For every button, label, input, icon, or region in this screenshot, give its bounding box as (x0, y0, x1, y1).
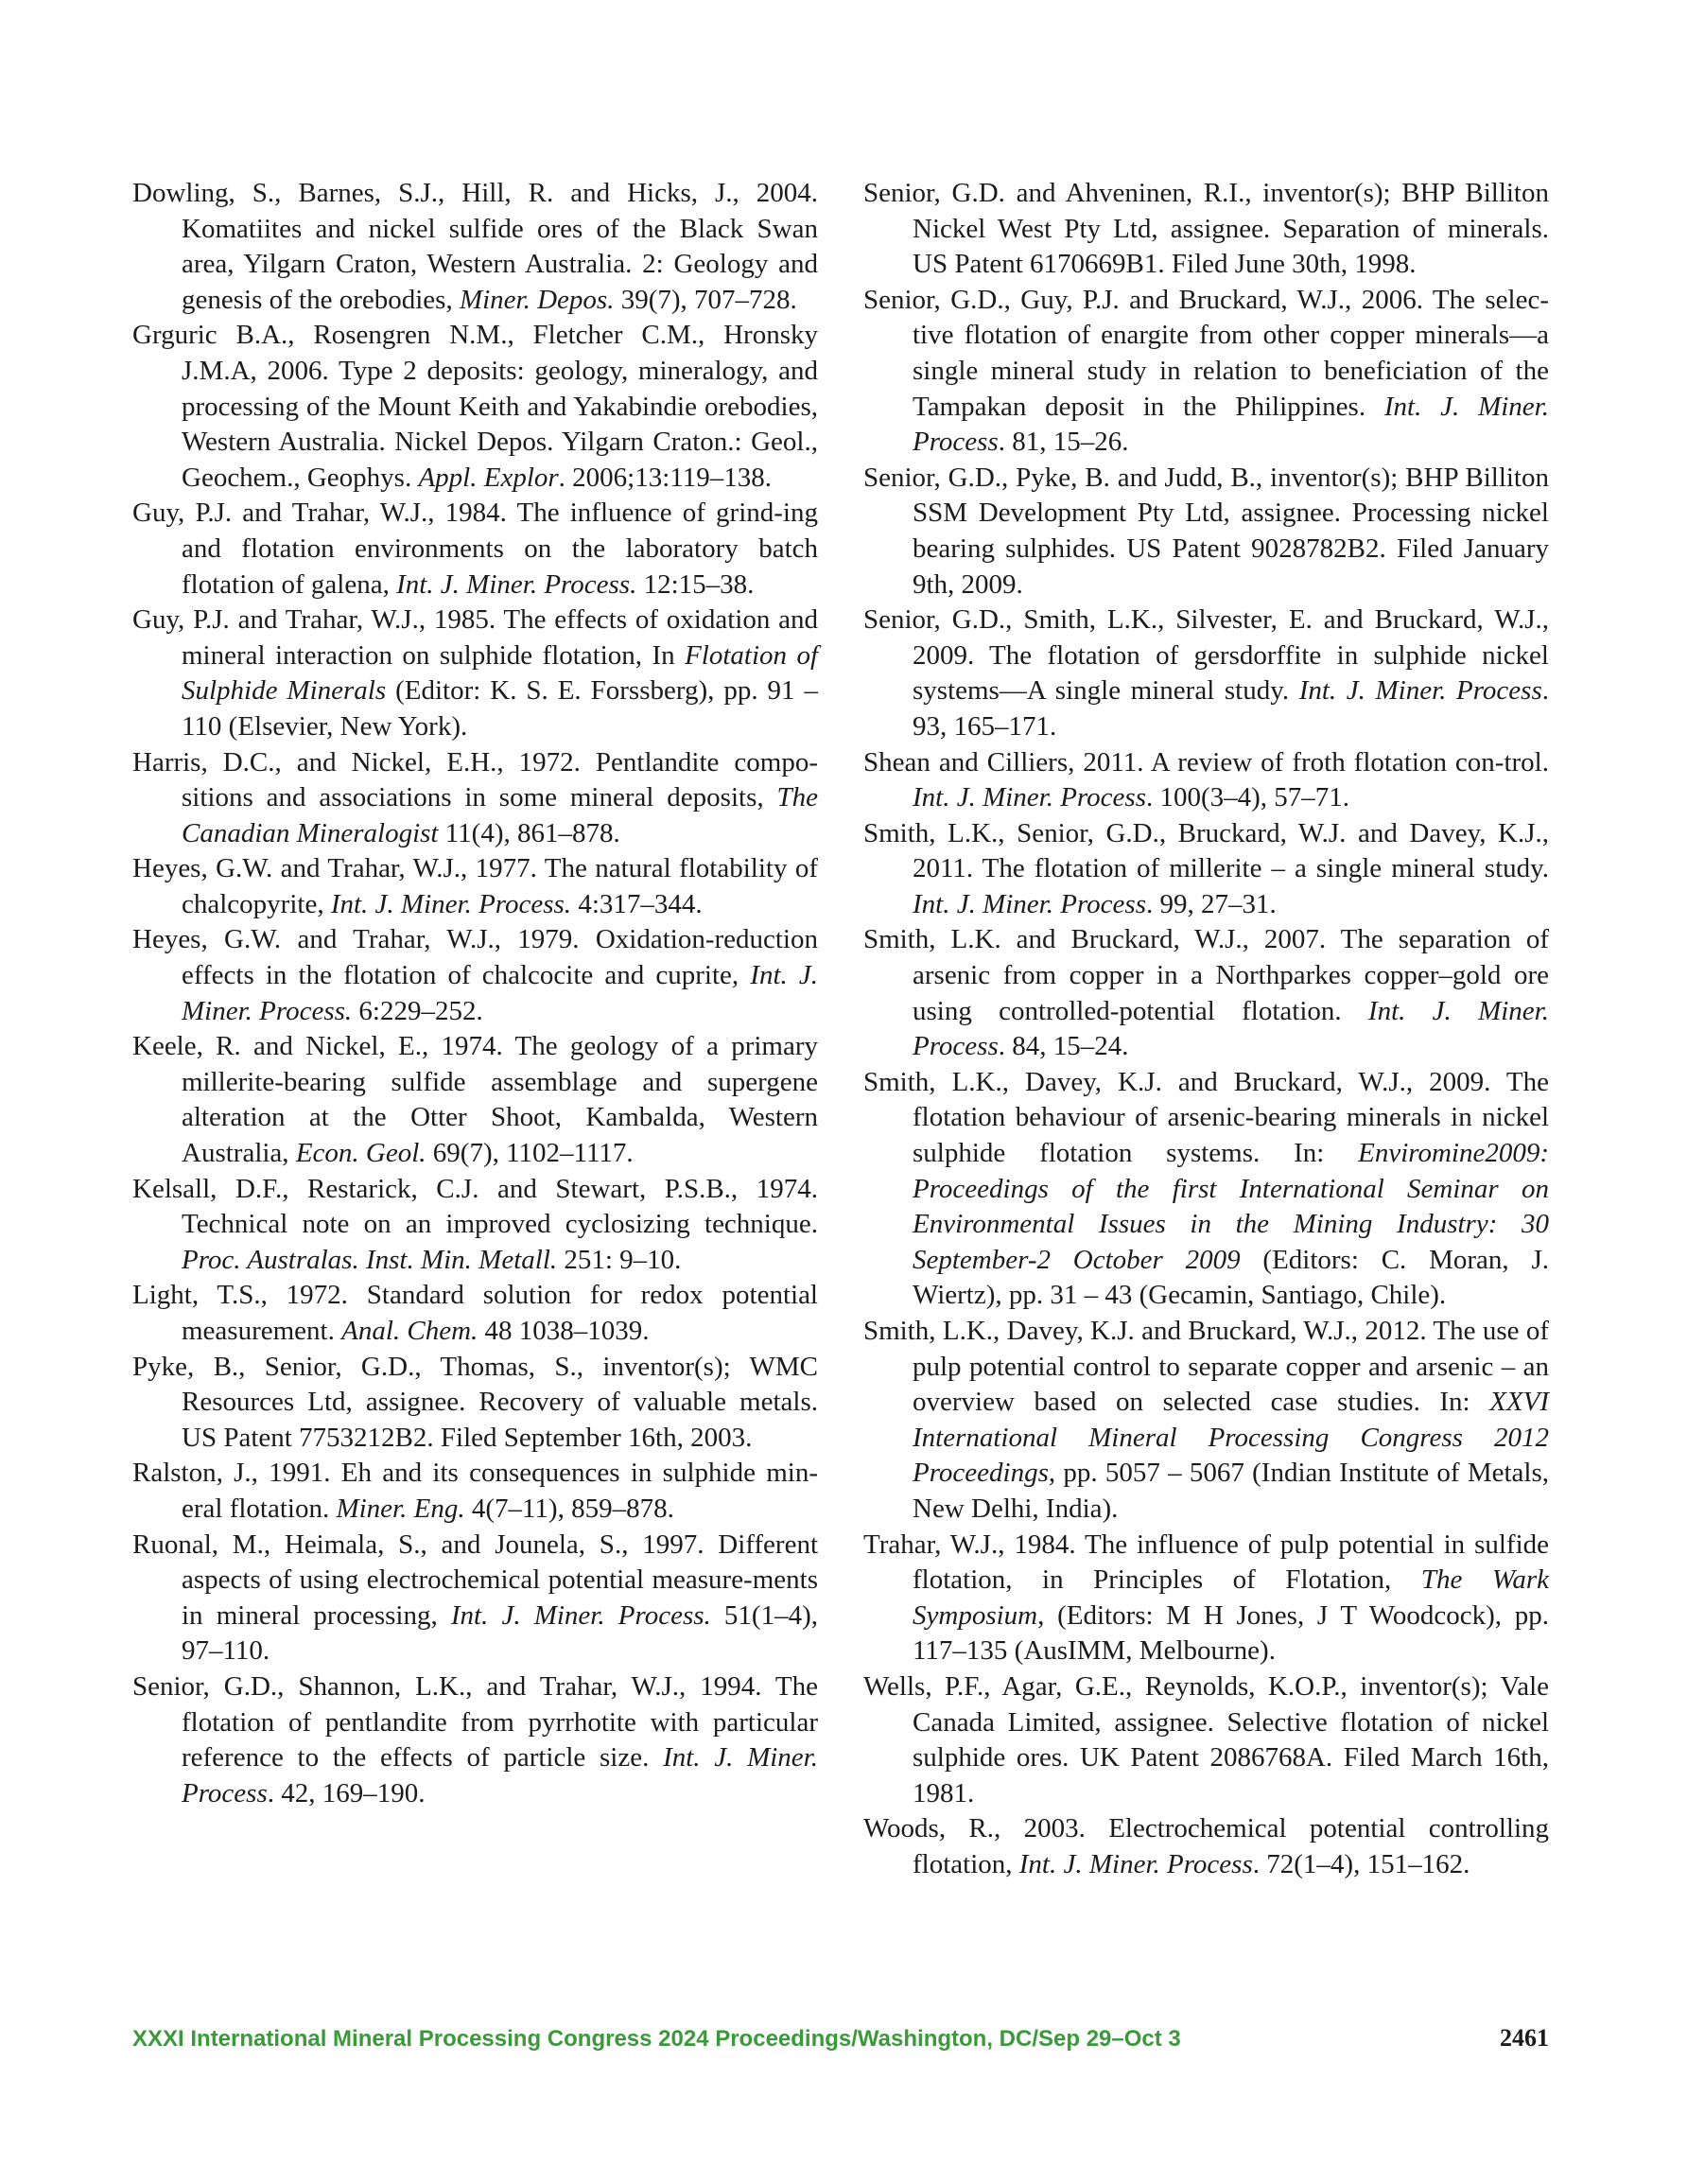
reference-text: . 84, 15–24. (998, 1031, 1129, 1062)
reference-italic-title: Int. J. Miner. Process (913, 782, 1146, 813)
reference-italic-title: Flotation of Sulphide Minerals (182, 639, 819, 707)
reference-text: Light, T.S., 1972. Standard solution for redox potential measurement. (132, 1280, 818, 1346)
reference-italic-title: Enviromine2009: Proceedings of the first International Seminar on Environmental Issues in the Mining Industry: 30 September-2 October 2009 (913, 1138, 1549, 1275)
reference-italic-title: Anal. Chem. (341, 1316, 478, 1346)
reference-text: Smith, L.K. and Bruckard, W.J., 2007. The separation of arsenic from copper in a Northparkes copper–gold ore using controlled-potential flotation. (863, 924, 1549, 1026)
reference-text: Guy, P.J. and Trahar, W.J., 1985. The effects of oxidation and mineral interaction on sulphide flotation, In (132, 604, 818, 671)
reference-entry (132, 922, 818, 1029)
reference-text: Shean and Cilliers, 2011. A review of froth flotation con-trol. (863, 746, 1549, 778)
reference-entry (863, 283, 1549, 461)
reference-text: Heyes, G.W. and Trahar, W.J., 1977. The natural flotability of chalcopyrite, (132, 853, 818, 919)
reference-italic-title: Int. J. Miner. Process (182, 1742, 819, 1808)
reference-italic-title: Int. J. Miner. Process (913, 391, 1549, 458)
reference-italic-title: Proc. Australas. Inst. Min. Metall. (182, 1244, 558, 1275)
reference-text: Trahar, W.J., 1984. The influence of pulp potential in sulfide flotation, in Principles of Flotation, (863, 1529, 1549, 1596)
reference-entry (132, 496, 818, 603)
reference-text: 51(1–4), 97–110. (182, 1599, 818, 1667)
reference-entry (863, 1669, 1549, 1811)
reference-italic-title: Int. J. Miner. Process (1298, 675, 1542, 707)
reference-text: 11(4), 861–878. (438, 817, 620, 848)
reference-text: Ralston, J., 1991. Eh and its consequences in sulphide min-eral flotation. (132, 1458, 818, 1524)
reference-entry (132, 1456, 818, 1527)
reference-text: . 93, 165–171. (913, 675, 1549, 742)
reference-entry (132, 1350, 818, 1457)
reference-italic-title: Miner. Eng. (336, 1493, 465, 1524)
reference-text: Senior, G.D. and Ahveninen, R.I., inventor(s); BHP Billiton Nickel West Pty Ltd, assignee. Separation of minerals. US Patent 6170669B1. Filed June 30th, 1998. (863, 178, 1549, 280)
references-right-column (863, 176, 1549, 1883)
reference-text: 39(7), 707–728. (614, 284, 797, 315)
reference-text: . 81, 15–26. (998, 427, 1129, 458)
reference-text: Grguric B.A., Rosengren N.M., Fletcher C.M., Hronsky J.M.A, 2006. Type 2 deposits: geology, mineralogy, and processing of the Mount Keith and Yakabindie orebodies, Western Australia. Nickel Depos. Yilgarn Craton.: Geol., Geochem., Geophys. (132, 320, 818, 493)
reference-entry (132, 851, 818, 922)
reference-entry (863, 1811, 1549, 1882)
reference-italic-title: Int. J. Miner. Process. (182, 960, 818, 1026)
reference-entry (863, 176, 1549, 283)
reference-text: 69(7), 1102–1117. (426, 1138, 634, 1169)
reference-entry (863, 745, 1549, 816)
reference-text: 6:229–252. (352, 995, 483, 1026)
reference-italic-title: XXVI International Mineral Processing Congress 2012 Proceedings (913, 1387, 1549, 1489)
reference-text: Keele, R. and Nickel, E., 1974. The geology of a primary millerite-bearing sulfide assemblage and supergene alteration at the Otter Shoot, Kambalda, Western Australia, (132, 1031, 818, 1169)
reference-text: Guy, P.J. and Trahar, W.J., 1984. The influence of grind-ing and flotation environments on the laboratory batch flotation of galena, (132, 498, 818, 600)
reference-text: Senior, G.D., Shannon, L.K., and Trahar, W.J., 1994. The flotation of pentlandite from pyrrhotite with particular reference to the effects of particle size. (132, 1670, 818, 1773)
reference-text: 4(7–11), 859–878. (464, 1493, 674, 1524)
reference-entry (132, 176, 818, 318)
reference-text: Kelsall, D.F., Restarick, C.J. and Stewart, P.S.B., 1974. Technical note on an improved cyclosizing technique. (132, 1173, 818, 1240)
reference-entry (132, 318, 818, 496)
reference-entry (132, 603, 818, 744)
reference-italic-title: Appl. Explor (418, 462, 559, 493)
reference-text: (Editors: C. Moran, J. Wiertz), pp. 31 – 43 (Gecamin, Santiago, Chile). (913, 1244, 1549, 1311)
reference-text: Smith, L.K., Senior, G.D., Bruckard, W.J. and Davey, K.J., 2011. The flotation of millerite – a single mineral study. (863, 817, 1549, 884)
reference-italic-title: Int. J. Miner. Process. (450, 1599, 711, 1631)
reference-text: . 72(1–4), 151–162. (1252, 1848, 1470, 1879)
reference-text: Ruonal, M., Heimala, S., and Jounela, S., 1997. Different aspects of using electrochemical potential measure-ments in mineral processing, (132, 1529, 818, 1631)
footer-conference-title: XXXI International Mineral Processing Congress 2024 Proceedings/Washington, DC/Sep 29–Oct 3 (132, 2026, 1181, 2052)
reference-entry (863, 922, 1549, 1064)
reference-text: 12:15–38. (636, 568, 755, 600)
reference-italic-title: Int. J. Miner. Process (1018, 1848, 1253, 1879)
reference-italic-title: The Canadian Mineralogist (182, 782, 818, 848)
reference-text: , (Editors: M H Jones, J T Woodcock), pp. 117–135 (AusIMM, Melbourne). (913, 1599, 1549, 1667)
page-footer (132, 2024, 1549, 2053)
reference-entry (132, 1528, 818, 1669)
reference-text: 251: 9–10. (557, 1244, 682, 1275)
reference-entry (132, 1172, 818, 1279)
reference-text: Harris, D.C., and Nickel, E.H., 1972. Pentlandite compo-sitions and associations in some mineral deposits, (132, 746, 818, 813)
reference-text: . 2006;13:119–138. (558, 462, 772, 493)
reference-text: Wells, P.F., Agar, G.E., Reynolds, K.O.P., inventor(s); Vale Canada Limited, assignee. Selective flotation of nickel sulphide ores. UK Patent 2086768A. Filed March 16th, 1981. (863, 1670, 1549, 1808)
reference-italic-title: Int. J. Miner. Process. (396, 568, 637, 600)
reference-text: 48 1038–1039. (478, 1316, 650, 1346)
reference-entry (132, 1669, 818, 1811)
reference-text: Pyke, B., Senior, G.D., Thomas, S., inventor(s); WMC Resources Ltd, assignee. Recovery of valuable metals. US Patent 7753212B2. Filed September 16th, 2003. (132, 1351, 818, 1453)
reference-entry (863, 1065, 1549, 1314)
reference-italic-title: Int. J. Miner. Process (913, 995, 1549, 1062)
reference-entry (132, 745, 818, 852)
reference-text: Smith, L.K., Davey, K.J. and Bruckard, W.J., 2012. The use of pulp potential control to separate copper and arsenic – an overview based on selected case studies. In: (863, 1316, 1549, 1418)
references-left-column (132, 176, 818, 1811)
reference-italic-title: Miner. Depos. (459, 284, 615, 315)
reference-text: . 99, 27–31. (1145, 888, 1277, 919)
reference-entry (132, 1029, 818, 1171)
reference-text: Senior, G.D., Pyke, B. and Judd, B., inventor(s); BHP Billiton SSM Development Pty Ltd, assignee. Processing nickel bearing sulphides. US Patent 9028782B2. Filed January 9th, 2009. (863, 462, 1549, 600)
reference-entry (863, 1314, 1549, 1528)
reference-text: . 42, 169–190. (267, 1777, 426, 1808)
reference-text: Heyes, G.W. and Trahar, W.J., 1979. Oxidation-reduction effects in the flotation of chalcocite and cuprite, (132, 924, 818, 991)
reference-entry (863, 816, 1549, 923)
reference-text: Senior, G.D., Guy, P.J. and Bruckard, W.J., 2006. The selec-tive flotation of enargite from other copper minerals—a single mineral study in relation to beneficiation of the Tampakan deposit in the Philippines. (863, 284, 1549, 422)
reference-entry (132, 1278, 818, 1349)
reference-italic-title: The Wark Symposium (913, 1564, 1550, 1631)
reference-text: . 100(3–4), 57–71. (1145, 782, 1350, 813)
reference-entry (863, 1528, 1549, 1669)
reference-text: Dowling, S., Barnes, S.J., Hill, R. and Hicks, J., 2004. Komatiites and nickel sulfide ores of the Black Swan area, Yilgarn Craton, Western Australia. 2: Geology and genesis of the orebodies, (132, 178, 818, 315)
reference-italic-title: Econ. Geol. (295, 1138, 426, 1169)
reference-text: , pp. 5057 – 5067 (Indian Institute of Metals, New Delhi, India). (913, 1458, 1549, 1524)
reference-text: Senior, G.D., Smith, L.K., Silvester, E. and Bruckard, W.J., 2009. The flotation of gersdorffite in sulphide nickel systems—A single mineral study. (863, 604, 1549, 707)
reference-text: Woods, R., 2003. Electrochemical potential controlling flotation, (863, 1813, 1549, 1879)
reference-italic-title: Int. J. Miner. Process. (330, 888, 572, 919)
reference-text: 4:317–344. (571, 888, 703, 919)
reference-text: (Editor: K. S. E. Forssberg), pp. 91 – 110 (Elsevier, New York). (182, 675, 818, 742)
page-number: 2461 (1500, 2024, 1549, 2052)
reference-text: Smith, L.K., Davey, K.J. and Bruckard, W.J., 2009. The flotation behaviour of arsenic-bearing minerals in nickel sulphide flotation systems. In: (863, 1066, 1549, 1169)
reference-entry (863, 461, 1549, 603)
reference-entry (863, 603, 1549, 744)
reference-italic-title: Int. J. Miner. Process (913, 888, 1146, 919)
